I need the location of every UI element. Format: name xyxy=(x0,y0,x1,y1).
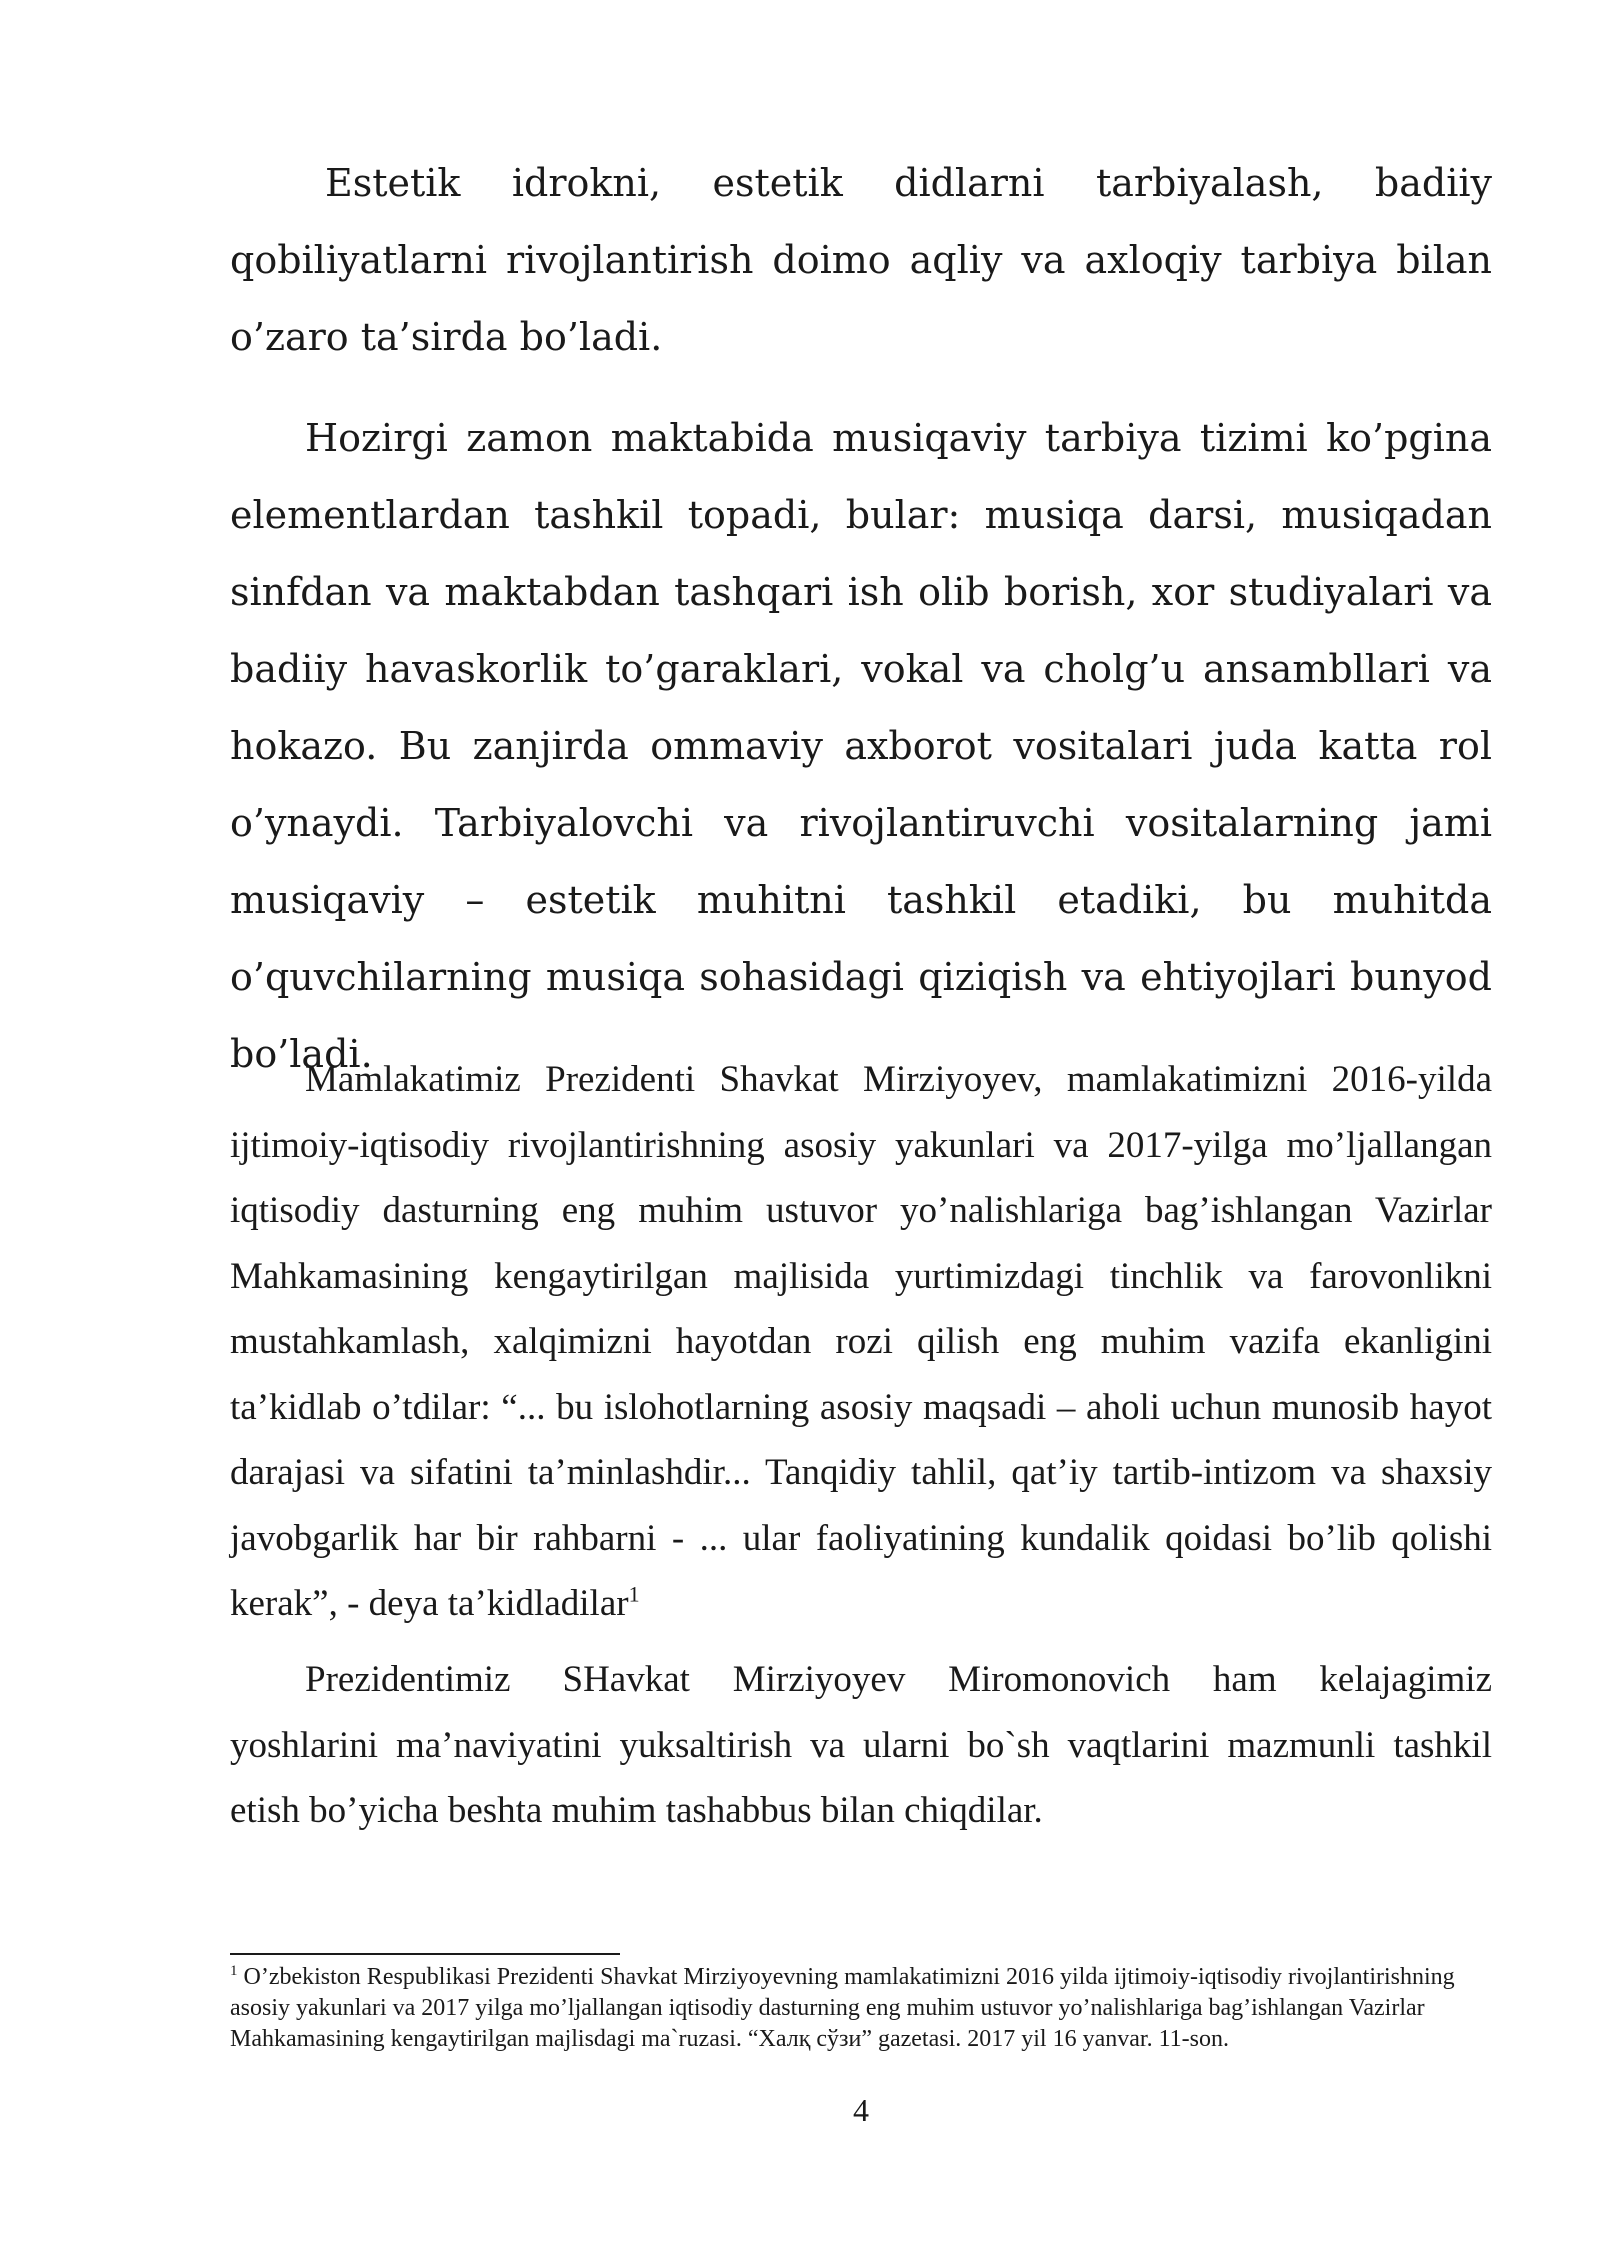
paragraph-president-speech xyxy=(230,1047,1492,1637)
paragraph-music-education-system: Hozirgi zamon maktabida musiqaviy tarbiya tizimi ko’pgina elementlardan tashkil topadi, bular: musiqa darsi, musiqadan sinfdan va maktabdan tashqari ish olib borish, xor studiyalari va badiiy havaskorlik to’garaklari, vokal va cholg’u ansambllari va hokazo. Bu zanjirda ommaviy axborot vositalari juda katta rol o’ynaydi. Tarbiyalovchi va rivojlantiruvchi vositalarning jami musiqaviy – estetik muhitni tashkil etadiki, bu muhitda o’quvchilarning musiqa sohasidagi qiziqish va ehtiyojlari bunyod bo’ladi. xyxy=(230,416,1492,1076)
youth-initiatives-lead: Prezidentimiz xyxy=(305,1659,511,1700)
footnote-reference[interactable]: 1 xyxy=(628,1581,640,1607)
footnote xyxy=(230,1962,1492,2055)
footnote-marker: 1 xyxy=(230,1963,238,1979)
page-number: 4 xyxy=(853,2092,869,2128)
paragraph-aesthetic-perception: Estetik idrokni, estetik didlarni tarbiyalash, badiiy qobiliyatlarni rivojlantirish doimo aqliy va axloqiy tarbiya bilan o’zaro ta’sirda bo’ladi. xyxy=(230,161,1492,359)
paragraph-youth-initiatives xyxy=(230,1647,1492,1844)
president-speech-text: Mamlakatimiz Prezidenti Shavkat Mirziyoyev, mamlakatimizni 2016-yilda ijtimoiy-iqtisodiy rivojlantirishning asosiy yakunlari va 2017-yilga mo’ljallangan iqtisodiy dasturning eng muhim ustuvor yo’nalishlariga bag’ishlangan Vazirlar Mahkamasining kengaytirilgan majlisida yurtimizdagi tinchlik va farovonlikni mustahkamlash, xalqimizni hayotdan rozi qilish eng muhim vazifa ekanligini ta’kidlab o’tdilar: “... bu islohotlarning asosiy maqsadi – aholi uchun munosib hayot darajasi va sifatini ta’minlashdir... Tanqidiy tahlil, qat’iy tartib-intizom va shaxsiy javobgarlik har bir rahbarni - ... ular faoliyatining kundalik qoidasi bo’lib qolishi kerak”, - deya ta’kidladilar xyxy=(230,1059,1492,1624)
footnote-text: O’zbekiston Respublikasi Prezidenti Shavkat Mirziyoyevning mamlakatimizni 2016 yilda ijtimoiy-iqtisodiy rivojlantirishning asosiy yakunlari va 2017 yilga mo’ljallangan iqtisodiy dasturning eng muhim ustuvor yo’nalishlariga bag’ishlangan Vazirlar Mahkamasining kengaytirilgan majlisdagi ma`ruzasi. “Халқ сўзи” gazetasi. 2017 yil 16 yanvar. 11-son. xyxy=(230,1964,1455,2052)
footnote-separator xyxy=(230,1953,620,1955)
youth-initiatives-text: SHavkat Mirziyoyev Miromonovich ham kelajagimiz yoshlarini ma’naviyatini yuksaltirish va ularni bo`sh vaqtlarini mazmunli tashkil etish bo’yicha beshta muhim tashabbus bilan chiqdilar. xyxy=(230,1659,1492,1831)
